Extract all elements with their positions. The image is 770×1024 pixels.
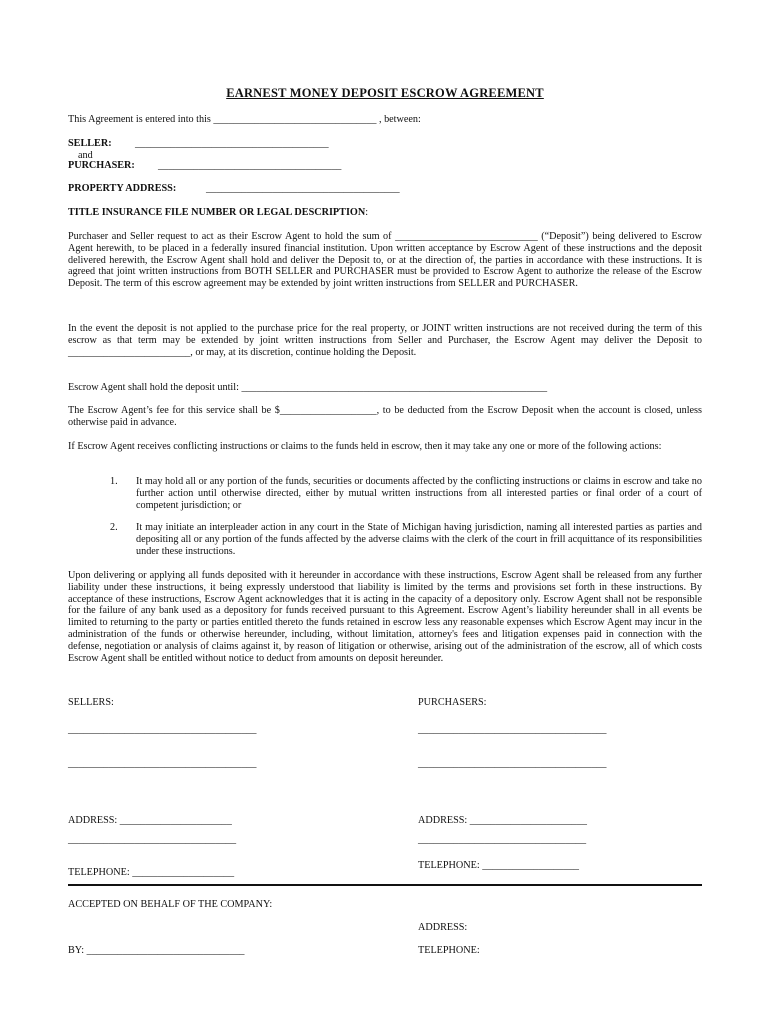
- and-text: and: [78, 150, 93, 161]
- liability-paragraph: Upon delivering or applying all funds deposited with it hereunder in accordance with these instructions, Escrow Agent shall be released from any further liability under these instructions, it being expressly understood that liability is limited by the terms and provisions set forth in these instructions. By acceptance of these instructions, Escrow Agent acknowledges that it is acting in the capacity of a depository only. Escrow Agent shall not be responsible for the failure of any bank used as a depository for funds received pursuant to this Agreement. Escrow Agent’s liability hereunder shall in all events be limited to returning to the party or parties entitled thereto the funds retained in escrow less any reasonable expenses which Escrow Agent may incur in the administration of the funds or otherwise hereunder, including, without limitation, attorney's fees and litigation expenses paid in connection with the defense, negotiation or analysis of claims against it, by reason of litigation or otherwise, arising out of the administration of the escrow, all of which costs Escrow Agent shall be entitled without notice to deduct from amounts on deposit hereunder.: [68, 570, 702, 664]
- list-item-text: It may initiate an interpleader action in any court in the State of Michigan having jurisdiction, naming all interested parties as parties and depositing all or any portion of the funds affected by the adverse claims with the clerk of the court in frill acquittance of its responsibilities under these instructions.: [136, 522, 702, 557]
- list-item-number: 2.: [110, 522, 118, 533]
- fee-paragraph: The Escrow Agent’s fee for this service shall be $___________________, to be deducted from the Escrow Deposit when the account is closed, unless otherwise paid in advance.: [68, 405, 702, 428]
- purchaser-blank: ____________________________________: [158, 160, 342, 171]
- purchaser-signature-line-2: _____________________________________: [418, 758, 607, 769]
- property-address-blank: ______________________________________: [206, 183, 400, 194]
- title-insurance-label: TITLE INSURANCE FILE NUMBER OR LEGAL DESCRIPTION: [68, 207, 366, 218]
- purchaser-address-line-2: _________________________________: [418, 834, 587, 845]
- document-title: EARNEST MONEY DEPOSIT ESCROW AGREEMENT: [226, 86, 544, 100]
- seller-address: ADDRESS: ______________________: [68, 815, 232, 826]
- title-insurance-heading: [68, 207, 368, 219]
- company-telephone-label: TELEPHONE:: [418, 945, 480, 956]
- accepted-heading: ACCEPTED ON BEHALF OF THE COMPANY:: [68, 899, 273, 910]
- seller-blank: ______________________________________: [135, 138, 329, 149]
- title-insurance-colon: :: [365, 207, 369, 218]
- by-signature: [68, 945, 245, 957]
- conflict-paragraph: If Escrow Agent receives conflicting instructions or claims to the funds held in escrow, then it may take any one or more of the following actions:: [68, 441, 662, 452]
- list-item-text: It may hold all or any portion of the funds, securities or documents affected by the conflicting instructions or claims in escrow and take no further action until otherwise directed, either by mutual written instructions from all interested parties or final order of a court of competent jurisdiction; or: [136, 476, 702, 511]
- section-divider: [68, 884, 702, 886]
- hold-until-line: Escrow Agent shall hold the deposit until: ____________________________________________________________: [68, 382, 548, 393]
- sellers-label: SELLERS:: [68, 697, 114, 708]
- purchaser-address: ADDRESS: _______________________: [418, 815, 587, 826]
- list-item-number: 1.: [110, 476, 118, 487]
- company-address-label: ADDRESS:: [418, 922, 468, 933]
- by-blank: _______________________________: [86, 945, 245, 956]
- purchaser-telephone: TELEPHONE: ___________________: [418, 860, 580, 871]
- seller-label: SELLER:: [68, 138, 112, 149]
- intro-line: This Agreement is entered into this ________________________________ , between:: [68, 114, 421, 125]
- seller-signature-line-2: _____________________________________: [68, 758, 257, 769]
- seller-telephone: TELEPHONE: ____________________: [68, 867, 235, 878]
- purchasers-label: PURCHASERS:: [418, 697, 487, 708]
- seller-address-line-2: _________________________________: [68, 834, 237, 845]
- property-address-label: PROPERTY ADDRESS:: [68, 183, 177, 194]
- by-label: BY:: [68, 945, 85, 956]
- purchaser-label: PURCHASER:: [68, 160, 135, 171]
- seller-signature-line-1: _____________________________________: [68, 724, 257, 735]
- term-paragraph: In the event the deposit is not applied to the purchase price for the real property, or JOINT written instructions are not received during the term of this escrow as that term may be extended by joint written instructions from Seller and Purchaser, the Escrow Agent may deliver the Deposit to ________________________, or may, at its discretion, continue holding the Deposit.: [68, 323, 702, 358]
- purchaser-signature-line-1: _____________________________________: [418, 724, 607, 735]
- deposit-paragraph: Purchaser and Seller request to act as their Escrow Agent to hold the sum of ____________________________ (“Deposit”) being delivered to Escrow Agent herewith, to be placed in a federally insured financial institution. Upon written acceptance by Escrow Agent of these instructions and the deposit delivered herewith, the Escrow Agent shall hold and deliver the Deposit to, or at the direction of, the parties in accordance with these instructions. It is agreed that joint written instructions from BOTH SELLER and PURCHASER must be provided to Escrow Agent to authorize the release of the Escrow Deposit. The term of this escrow agreement may be extended by joint written instructions from SELLER and PURCHASER.: [68, 231, 702, 290]
